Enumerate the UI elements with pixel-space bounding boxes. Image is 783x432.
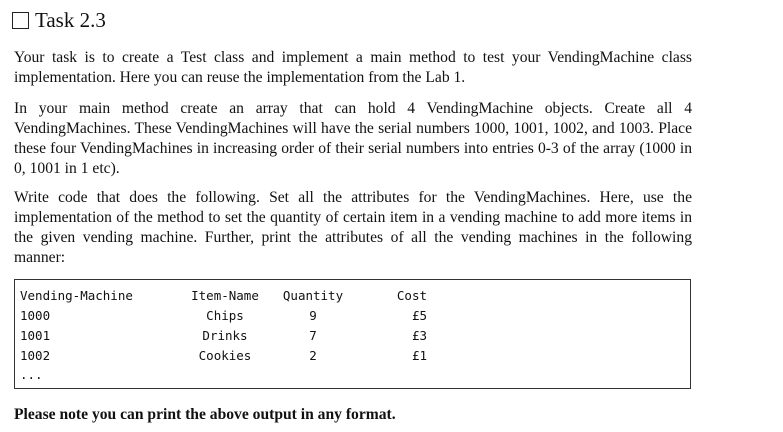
cell-item-name: Drinks bbox=[202, 328, 248, 343]
table-row bbox=[20, 326, 427, 346]
cell-quantity: 9 bbox=[309, 308, 317, 323]
intro-paragraph: Your task is to create a Test class and implement a main method to test your VendingMachine class implementation. Here you can reuse the implementation from the Lab 1. bbox=[14, 49, 692, 86]
cell-vending-machine: 1001 bbox=[20, 328, 51, 343]
cell-quantity: 2 bbox=[309, 348, 317, 363]
table-ellipsis-row bbox=[20, 366, 427, 384]
table-ellipsis: ... bbox=[20, 367, 43, 382]
table-row bbox=[20, 306, 427, 326]
cell-item-name: Cookies bbox=[198, 348, 252, 363]
sample-output-box bbox=[14, 279, 691, 389]
header-quantity: Quantity bbox=[282, 288, 344, 303]
attributes-instructions-paragraph: Write code that does the following. Set all the attributes for the VendingMachines. Here, use the implementation of the method to set the quantity of certain item in a vending machine to add more items in the given vending machine. Further, print the attributes of all the vending machines in the following manner: bbox=[14, 189, 692, 266]
cell-vending-machine: 1002 bbox=[20, 348, 51, 363]
table-row bbox=[20, 346, 427, 366]
cell-quantity: 7 bbox=[309, 328, 317, 343]
cell-vending-machine: 1000 bbox=[20, 308, 51, 323]
header-cost: Cost bbox=[396, 288, 427, 303]
header-item-name: Item-Name bbox=[191, 288, 259, 303]
table-header-row bbox=[20, 286, 427, 306]
task-title: Task 2.3 bbox=[35, 8, 106, 32]
format-note: Please note you can print the above output in any format. bbox=[14, 406, 396, 423]
task-header bbox=[12, 6, 106, 34]
cell-cost: £5 bbox=[411, 308, 427, 323]
cell-cost: £3 bbox=[411, 328, 427, 343]
array-instructions-paragraph: In your main method create an array that can hold 4 VendingMachine objects. Create all 4 VendingMachines. These VendingMachines will have the serial numbers 1000, 1001, 1002, and 1003. Place these four VendingMachines in increasing order of their serial numbers into entries 0-3 of the array (1000 in 0, 1001 in 1 etc). bbox=[14, 100, 692, 177]
header-vending-machine: Vending-Machine bbox=[20, 288, 133, 303]
cell-cost: £1 bbox=[411, 348, 427, 363]
sample-output-table bbox=[20, 286, 427, 384]
task-checkbox[interactable] bbox=[12, 12, 29, 29]
cell-item-name: Chips bbox=[206, 308, 244, 323]
